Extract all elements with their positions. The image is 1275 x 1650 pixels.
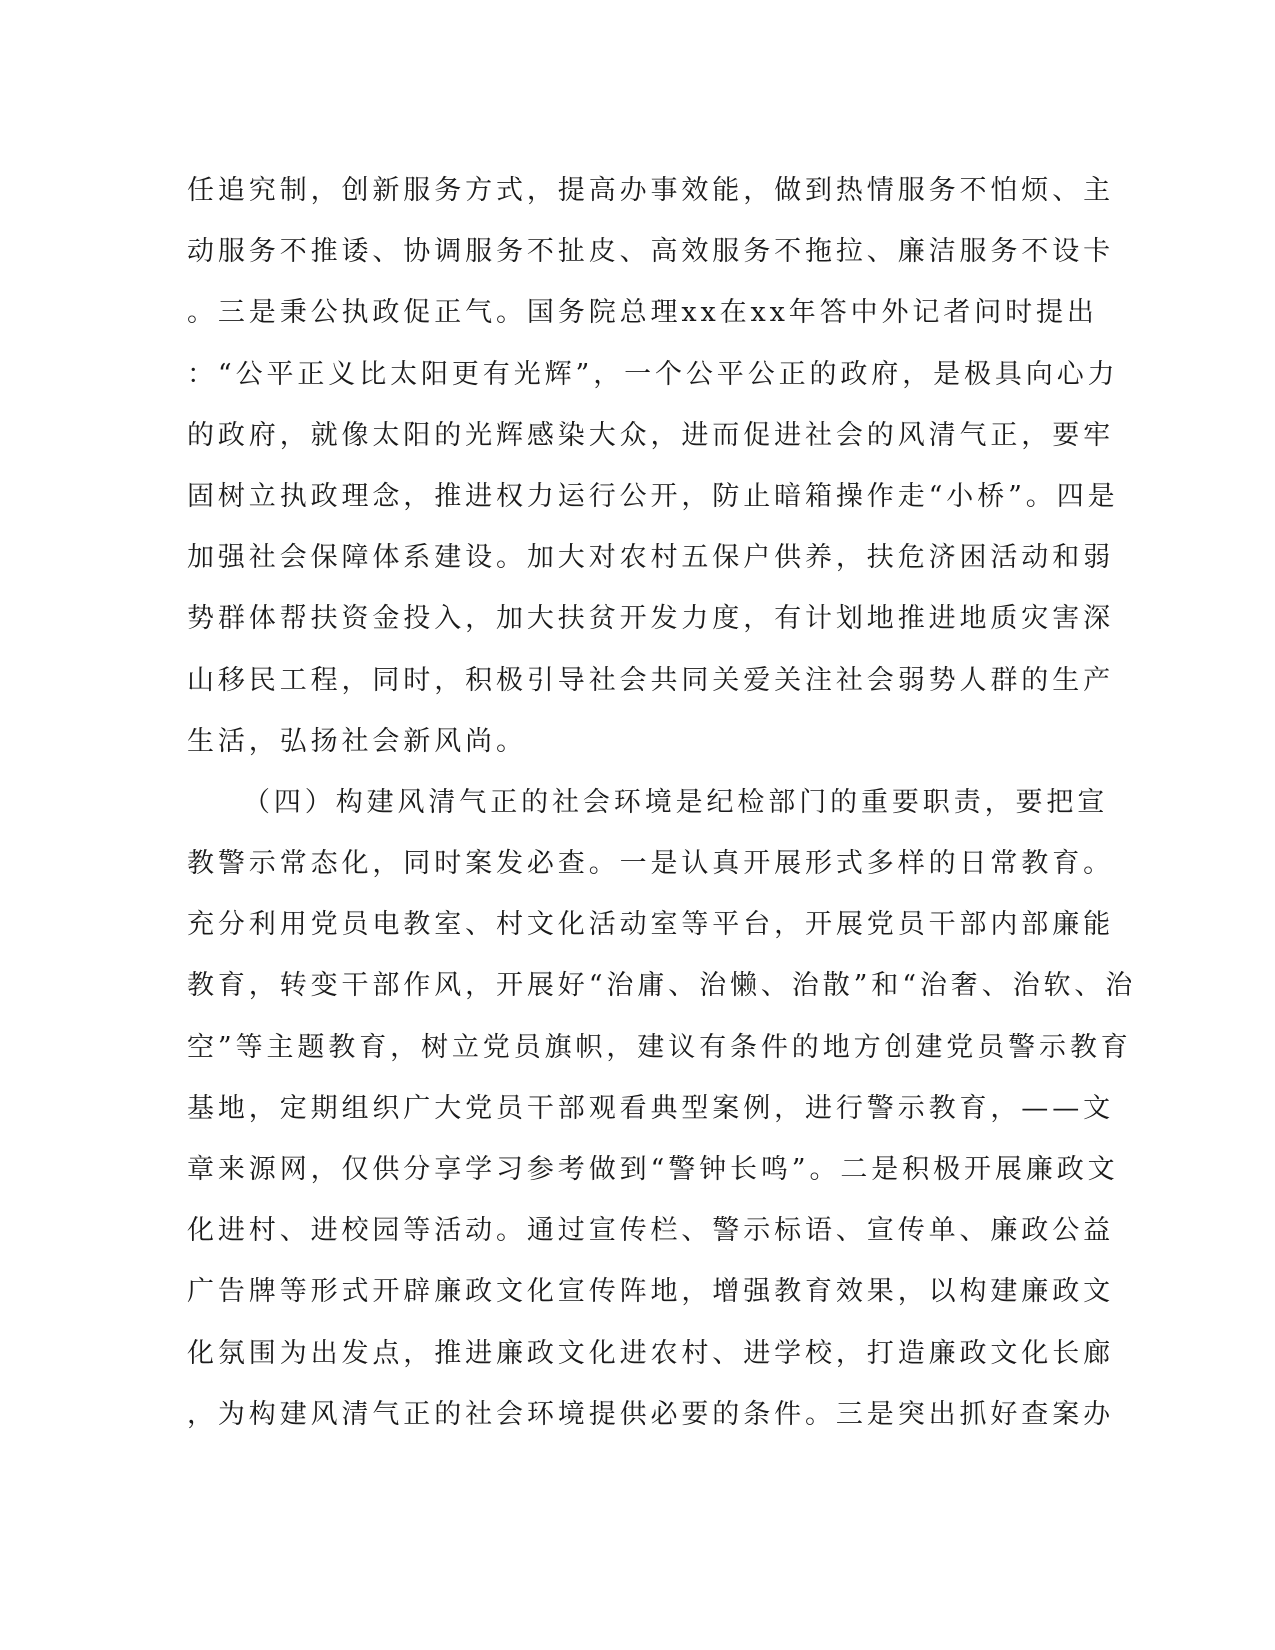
text-line: 充分利用党员电教室、村文化活动室等平台，开展党员干部内部廉能 <box>187 909 1114 941</box>
text-line: 生活，弘扬社会新风尚。 <box>187 725 527 757</box>
text-line: 广告牌等形式开辟廉政文化宣传阵地，增强教育效果，以构建廉政文 <box>187 1276 1114 1308</box>
text-line: ：“公平正义比太阳更有光辉”，一个公平公正的政府，是极具向心力 <box>187 358 1119 390</box>
text-line: 任追究制，创新服务方式，提高办事效能，做到热情服务不怕烦、主 <box>187 175 1114 206</box>
text-line: 动服务不推诿、协调服务不扯皮、高效服务不拖拉、廉洁服务不设卡 <box>187 236 1114 268</box>
text-line: 。三是秉公执政促正气。国务院总理xx在xx年答中外记者问时提出 <box>187 297 1098 329</box>
text-line: 化氛围为出发点，推进廉政文化进农村、进学校，打造廉政文化长廊 <box>187 1337 1114 1369</box>
text-line: 固树立执政理念，推进权力运行公开，防止暗箱操作走“小桥”。四是 <box>187 480 1119 512</box>
text-line: 章来源网，仅供分享学习参考做到“警钟长鸣”。二是积极开展廉政文 <box>187 1154 1119 1185</box>
paragraph-heading-line: （四）构建风清气正的社会环境是纪检部门的重要职责，要把宣 <box>243 786 1109 818</box>
text-line: 教育，转变干部作风，开展好“治庸、治懒、治散”和“治奢、治软、治 <box>187 970 1137 1002</box>
text-line: 加强社会保障体系建设。加大对农村五保户供养，扶危济困活动和弱 <box>187 542 1114 574</box>
text-line: 的政府，就像太阳的光辉感染大众，进而促进社会的风清气正，要牢 <box>187 419 1114 451</box>
text-line: 势群体帮扶资金投入，加大扶贫开发力度，有计划地推进地质灾害深 <box>187 603 1114 635</box>
body-text <box>187 160 1137 1445</box>
text-line: 空”等主题教育，树立党员旗帜，建议有条件的地方创建党员警示教育 <box>187 1031 1132 1063</box>
text-line: 基地，定期组织广大党员干部观看典型案例，进行警示教育，——文 <box>187 1092 1114 1124</box>
text-line: 化进村、进校园等活动。通过宣传栏、警示标语、宣传单、廉政公益 <box>187 1215 1114 1247</box>
text-line: ，为构建风清气正的社会环境提供必要的条件。三是突出抓好查案办 <box>187 1398 1114 1430</box>
text-line: 山移民工程，同时，积极引导社会共同关爱关注社会弱势人群的生产 <box>187 664 1114 696</box>
text-line: 教警示常态化，同时案发必查。一是认真开展形式多样的日常教育。 <box>187 848 1114 880</box>
